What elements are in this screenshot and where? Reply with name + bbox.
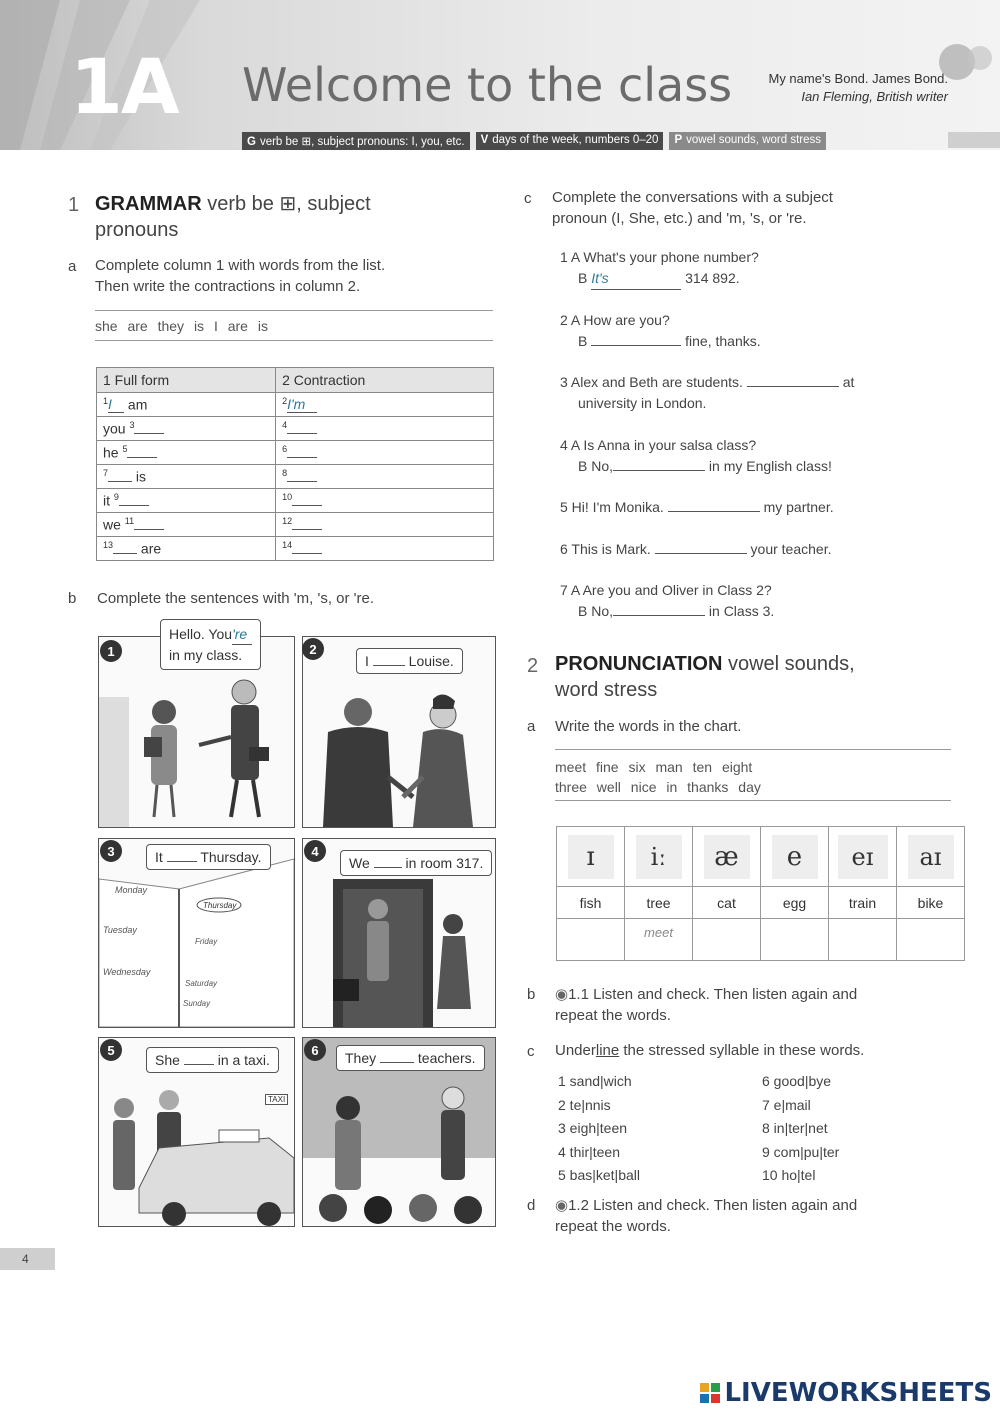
tree-icon: iː xyxy=(636,835,682,879)
stress-list-left xyxy=(558,1070,640,1188)
column-header: 2 Contraction xyxy=(276,368,494,393)
contractions-table xyxy=(96,367,494,561)
stress-word[interactable]: 1 sand|wich xyxy=(558,1073,632,1089)
answer-field[interactable] xyxy=(134,529,164,530)
stress-word[interactable]: 8 in|ter|net xyxy=(762,1120,828,1136)
conversation-6: 6 This is Mark. your teacher. xyxy=(560,541,832,557)
stress-word[interactable]: 10 ho|tel xyxy=(762,1167,816,1183)
table-row: you $^3$ $^4$ xyxy=(97,417,494,441)
quote xyxy=(768,70,948,106)
table-row: he $^5$ $^6$ xyxy=(97,441,494,465)
speech-bubble: She in a taxi. xyxy=(146,1047,279,1073)
answer-field[interactable] xyxy=(591,345,681,346)
picture-number: 2 xyxy=(302,638,324,660)
exercise-b-instructions: Complete the sentences with 'm, 's, or 're. xyxy=(97,590,375,607)
answer-field[interactable] xyxy=(292,505,322,506)
picture-number: 5 xyxy=(100,1039,122,1061)
speech-bubble: It Thursday. xyxy=(146,844,271,870)
quote-text: My name's Bond. James Bond. xyxy=(768,71,948,86)
answer-field[interactable] xyxy=(287,481,317,482)
grammar-heading: GRAMMAR verb be ⊞, subject pronouns xyxy=(95,193,371,241)
sound-symbol xyxy=(829,827,897,887)
answer-field[interactable]: I xyxy=(108,396,124,413)
answer-cell[interactable] xyxy=(761,919,829,961)
grammar-tag: G verb be ⊞, subject pronouns: I, you, etc. xyxy=(242,132,470,150)
section-number: 2 xyxy=(527,655,539,677)
exercise-a-instructions: Complete column 1 with words from the list. Then write the contractions in column 2. xyxy=(95,257,386,295)
page-number: 4 xyxy=(0,1248,55,1270)
taxi-sign: TAXI xyxy=(265,1094,288,1105)
answer-field[interactable] xyxy=(613,470,705,471)
table-row: it $^9$ $^{10}$ xyxy=(97,489,494,513)
diary-day: Tuesday xyxy=(103,925,137,935)
stress-word[interactable]: 5 bas|ket|ball xyxy=(558,1167,640,1183)
answer-field[interactable] xyxy=(108,481,132,482)
sound-word: fish xyxy=(557,887,625,919)
diary-day: Friday xyxy=(195,937,218,946)
conversation-4: 4 A Is Anna in your salsa class? B No, in my English class! xyxy=(560,437,832,474)
section-number: 1 xyxy=(68,194,80,216)
conversation-7: 7 A Are you and Oliver in Class 2? B No, in Class 3. xyxy=(560,582,775,619)
header-bar xyxy=(948,132,1000,148)
exercise-letter: b xyxy=(527,986,536,1003)
stress-word[interactable]: 4 thir|teen xyxy=(558,1143,621,1160)
answer-field[interactable] xyxy=(134,433,164,434)
divider xyxy=(555,749,951,750)
divider xyxy=(95,310,493,311)
diary-day: Wednesday xyxy=(103,967,151,977)
speech-bubble: I Louise. xyxy=(356,648,463,674)
vocabulary-tag: V days of the week, numbers 0–20 xyxy=(476,132,664,150)
sound-word: cat xyxy=(693,887,761,919)
exercise-letter: c xyxy=(524,190,532,207)
sound-symbol xyxy=(557,827,625,887)
pronunciation-heading: PRONUNCIATION vowel sounds, word stress xyxy=(555,653,855,701)
exercise-letter: c xyxy=(527,1043,535,1060)
answer-field[interactable] xyxy=(747,386,839,387)
sound-symbol xyxy=(625,827,693,887)
answer-field[interactable] xyxy=(287,457,317,458)
train-icon: eɪ xyxy=(838,835,888,879)
exercise-letter: b xyxy=(68,590,77,607)
logo-icon xyxy=(700,1383,720,1403)
sound-symbol xyxy=(693,827,761,887)
answer-field[interactable] xyxy=(655,553,747,554)
diary-day: Thursday xyxy=(203,901,237,910)
answer-field[interactable]: It's xyxy=(591,268,681,290)
answer-field[interactable] xyxy=(668,511,760,512)
topic-tags xyxy=(242,132,826,150)
answer-field[interactable] xyxy=(167,861,197,862)
exercise-c-instructions: Complete the conversations with a subject pronoun (I, She, etc.) and 'm, 's, or 're. xyxy=(552,189,833,227)
answer-field[interactable] xyxy=(292,529,322,530)
answer-cell[interactable]: meet xyxy=(625,919,693,961)
pronunciation-tag: P vowel sounds, word stress xyxy=(669,132,826,150)
sound-symbol xyxy=(761,827,829,887)
table-row: we $^{11}$ $^{12}$ xyxy=(97,513,494,537)
answer-field[interactable] xyxy=(292,553,322,554)
answer-field[interactable] xyxy=(374,867,402,868)
table-row: $^{13}$ are $^{14}$ xyxy=(97,537,494,561)
table-row: $^1$I am $^2$I'm xyxy=(97,393,494,417)
conversation-1: 1 A What's your phone number? B It's 314 892. xyxy=(560,247,759,290)
exercise-letter: a xyxy=(68,258,77,275)
speech-bubble: They teachers. xyxy=(336,1045,485,1071)
exercise-letter: a xyxy=(527,718,536,735)
sound-word: tree xyxy=(625,887,693,919)
word-list: she are they is I are is xyxy=(95,318,268,334)
bike-icon: aɪ xyxy=(908,835,954,879)
fish-icon: ɪ xyxy=(568,835,614,879)
table-row: $^7$ is $^8$ xyxy=(97,465,494,489)
diary-day: Saturday xyxy=(185,979,218,988)
speech-bubble: Hello. You're in my class. xyxy=(160,619,261,670)
sound-word: egg xyxy=(761,887,829,919)
stress-list-right xyxy=(762,1070,839,1188)
word-list: meet fine six man ten eight three well nice in thanks day xyxy=(555,759,761,795)
answer-field[interactable] xyxy=(119,505,149,506)
exercise-a-instructions: Write the words in the chart. xyxy=(555,718,742,735)
exercise-c-instructions: Underline the stressed syllable in these words. xyxy=(555,1042,865,1059)
egg-icon: e xyxy=(772,835,818,879)
conversation-2: 2 A How are you? B fine, thanks. xyxy=(560,312,761,349)
sound-word: bike xyxy=(897,887,965,919)
sound-word: train xyxy=(829,887,897,919)
conversation-5: 5 Hi! I'm Monika. my partner. xyxy=(560,499,834,515)
answer-field[interactable] xyxy=(287,433,317,434)
answer-cell[interactable] xyxy=(693,919,761,961)
answer-cell[interactable] xyxy=(897,919,965,961)
exercise-b-instructions: ◉1.1 Listen and check. Then listen again and repeat the words. xyxy=(555,986,858,1024)
divider xyxy=(95,340,493,341)
cat-icon: æ xyxy=(704,835,750,879)
answer-field[interactable]: 're xyxy=(232,624,252,645)
answer-field[interactable] xyxy=(373,665,405,666)
sound-symbol xyxy=(897,827,965,887)
exercise-letter: d xyxy=(527,1197,536,1214)
sounds-chart xyxy=(556,826,965,961)
column-header: 1 Full form xyxy=(97,368,276,393)
page-title: Welcome to the class xyxy=(242,58,733,112)
divider xyxy=(555,800,951,801)
stress-word[interactable]: 2 te|nnis xyxy=(558,1096,611,1113)
answer-field[interactable] xyxy=(613,615,705,616)
answer-cell[interactable] xyxy=(557,919,625,961)
audio-icon[interactable]: ◉ xyxy=(555,1197,569,1214)
stress-word[interactable]: 6 good|bye xyxy=(762,1073,832,1089)
answer-field[interactable] xyxy=(380,1062,414,1063)
answer-field[interactable] xyxy=(113,553,137,554)
answer-field[interactable]: I'm xyxy=(287,396,317,413)
picture-number: 4 xyxy=(304,840,326,862)
speech-bubble: We in room 317. xyxy=(340,850,492,876)
audio-icon[interactable]: ◉ xyxy=(555,986,569,1003)
diary-day: Sunday xyxy=(183,999,211,1008)
unit-number: 1A xyxy=(70,42,178,131)
picture-number: 3 xyxy=(100,840,122,862)
picture-number: 6 xyxy=(304,1039,326,1061)
answer-field[interactable] xyxy=(127,457,157,458)
liveworksheets-logo: LIVEWORKSHEETS xyxy=(700,1378,992,1408)
diary-day: Monday xyxy=(115,885,148,895)
stress-word[interactable]: 9 com|pu|ter xyxy=(762,1143,840,1160)
stress-word[interactable]: 3 eigh|teen xyxy=(558,1120,628,1136)
exercise-d-instructions: ◉1.2 Listen and check. Then listen again and repeat the words. xyxy=(555,1197,858,1235)
quote-author: Ian Fleming, British writer xyxy=(801,89,948,104)
picture-number: 1 xyxy=(100,640,122,662)
conversation-3: 3 Alex and Beth are students. at university in London. xyxy=(560,374,855,411)
answer-cell[interactable] xyxy=(829,919,897,961)
answer-field[interactable] xyxy=(184,1064,214,1065)
stress-word[interactable]: 7 e|mail xyxy=(762,1096,811,1113)
